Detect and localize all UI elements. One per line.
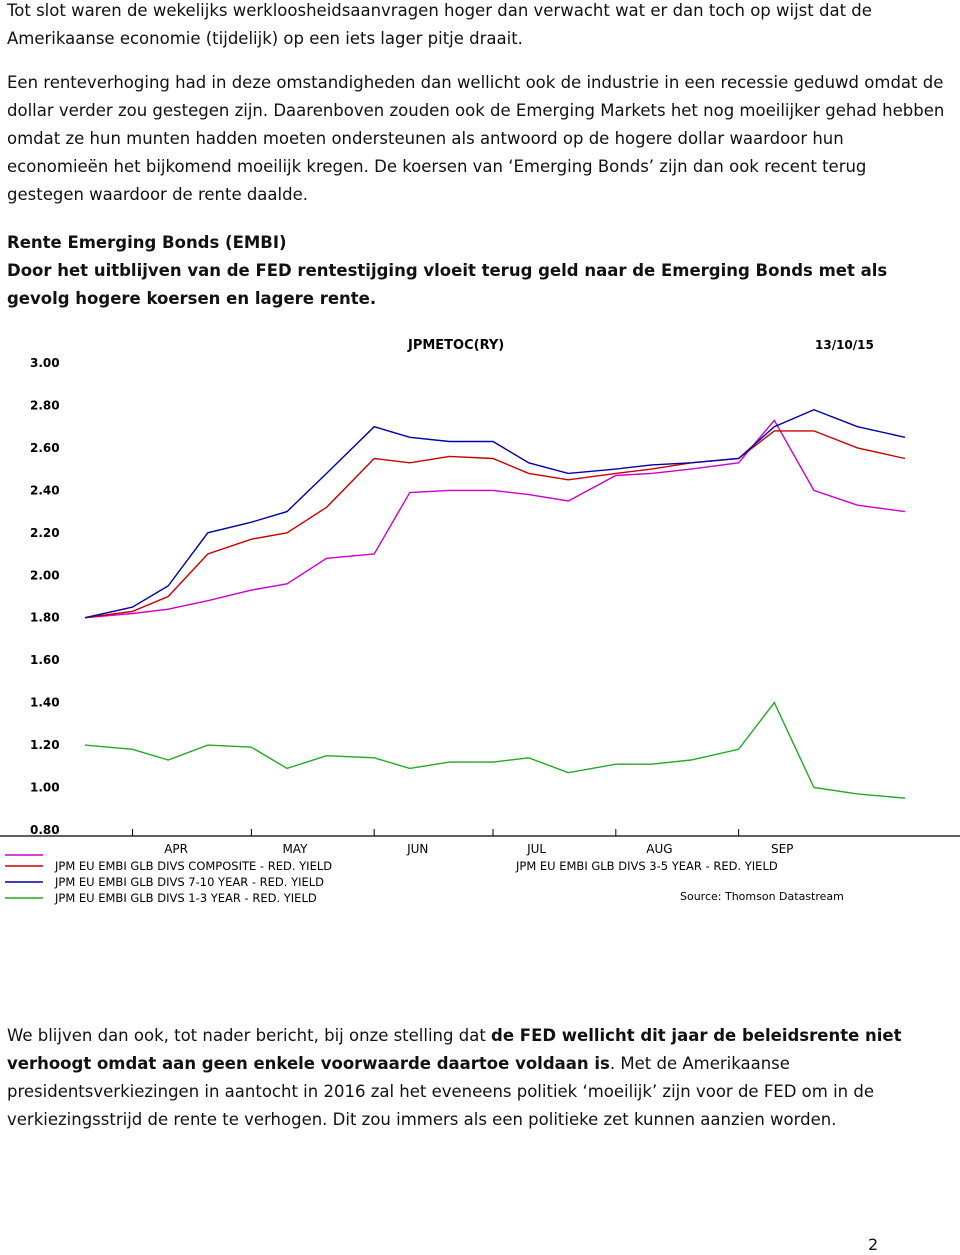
section-heading: Rente Emerging Bonds (EMBI) <box>7 233 287 252</box>
legend-label-2: JPM EU EMBI GLB DIVS 7-10 YEAR - RED. YIELD <box>55 875 325 889</box>
chart-source: Source: Thomson Datastream <box>680 890 844 903</box>
x-tick-label: AUG <box>646 842 673 856</box>
legend <box>5 855 778 905</box>
x-tick-label: SEP <box>770 842 794 856</box>
conclusion-text-b: . Met de Amerikaanse presidentsverkiezingen in aantocht in 2016 zal het eveneens politiek ‘moeilijk’ zijn voor de FED om in de verkiezingsstrijd de rente te verhogen. Dit zou immers als een politieke zet kunnen aanzien worden. <box>7 1054 875 1129</box>
series-line-2 <box>85 410 905 618</box>
conclusion-paragraph <box>7 1022 947 1134</box>
y-tick-label: 2.60 <box>30 440 60 455</box>
series-line-3 <box>85 703 905 799</box>
x-tick-label: JUL <box>527 842 547 856</box>
x-axis <box>0 829 960 856</box>
legend-label-1: JPM EU EMBI GLB DIVS 3-5 YEAR - RED. YIELD <box>516 859 778 873</box>
x-tick-label: APR <box>164 842 189 856</box>
embi-yield-chart <box>0 325 960 915</box>
x-tick-label: MAY <box>282 842 308 856</box>
intro-paragraph: Tot slot waren de wekelijks werkloosheidsaanvragen hoger dan verwacht wat er dan toch op wijst dat de Amerikaanse economie (tijdelijk) op een iets lager pitje draait. <box>7 1 872 48</box>
y-tick-label: 0.80 <box>30 823 60 837</box>
chart-date: 13/10/15 <box>815 338 874 352</box>
series-line-1 <box>85 420 905 617</box>
legend-label-3: JPM EU EMBI GLB DIVS 1-3 YEAR - RED. YIELD <box>55 891 317 905</box>
y-tick-label: 1.40 <box>30 695 60 710</box>
y-tick-label: 2.80 <box>30 398 60 413</box>
y-tick-label: 1.20 <box>30 738 60 753</box>
conclusion-text-a: We blijven dan ook, tot nader bericht, bij onze stelling dat <box>7 1026 492 1045</box>
y-tick-label: 2.40 <box>30 483 60 498</box>
y-tick-label: 1.00 <box>30 780 60 795</box>
conclusion-text-bold: de FED wellicht dit jaar de beleidsrente niet verhoogt omdat aan geen enkele voorwaarde daartoe voldaan is <box>7 1026 902 1073</box>
y-tick-label: 2.00 <box>30 568 60 583</box>
rate-hike-paragraph: Een renteverhoging had in deze omstandigheden dan wellicht ook de industrie in een recessie geduwd omdat de dollar verder zou gestegen zijn. Daarenboven zouden ook de Emerging Markets het nog moeilijker gehad hebben omdat ze hun munten hadden moeten ondersteunen als antwoord op de hogere dollar waardoor hun economieën het bijkomend moeilijk kregen. De koersen van ‘Emerging Bonds’ zijn dan ook recent terug gestegen waardoor de rente daalde. <box>7 73 945 204</box>
y-tick-label: 2.20 <box>30 525 60 540</box>
section-subheading: Door het uitblijven van de FED rentestijging vloeit terug geld naar de Emerging Bonds met als gevolg hogere koersen en lagere rente. <box>7 261 888 308</box>
y-tick-label: 3.00 <box>30 356 60 370</box>
series-line-0 <box>85 431 905 618</box>
y-tick-label: 1.80 <box>30 610 60 625</box>
page-number: 2 <box>868 1235 879 1254</box>
y-axis <box>30 356 60 837</box>
series-lines <box>85 410 905 799</box>
y-tick-label: 1.60 <box>30 653 60 668</box>
x-tick-label: JUN <box>407 842 429 856</box>
chart-title: JPMETOC(RY) <box>408 338 505 353</box>
legend-label-0: JPM EU EMBI GLB DIVS COMPOSITE - RED. YIELD <box>55 859 333 873</box>
